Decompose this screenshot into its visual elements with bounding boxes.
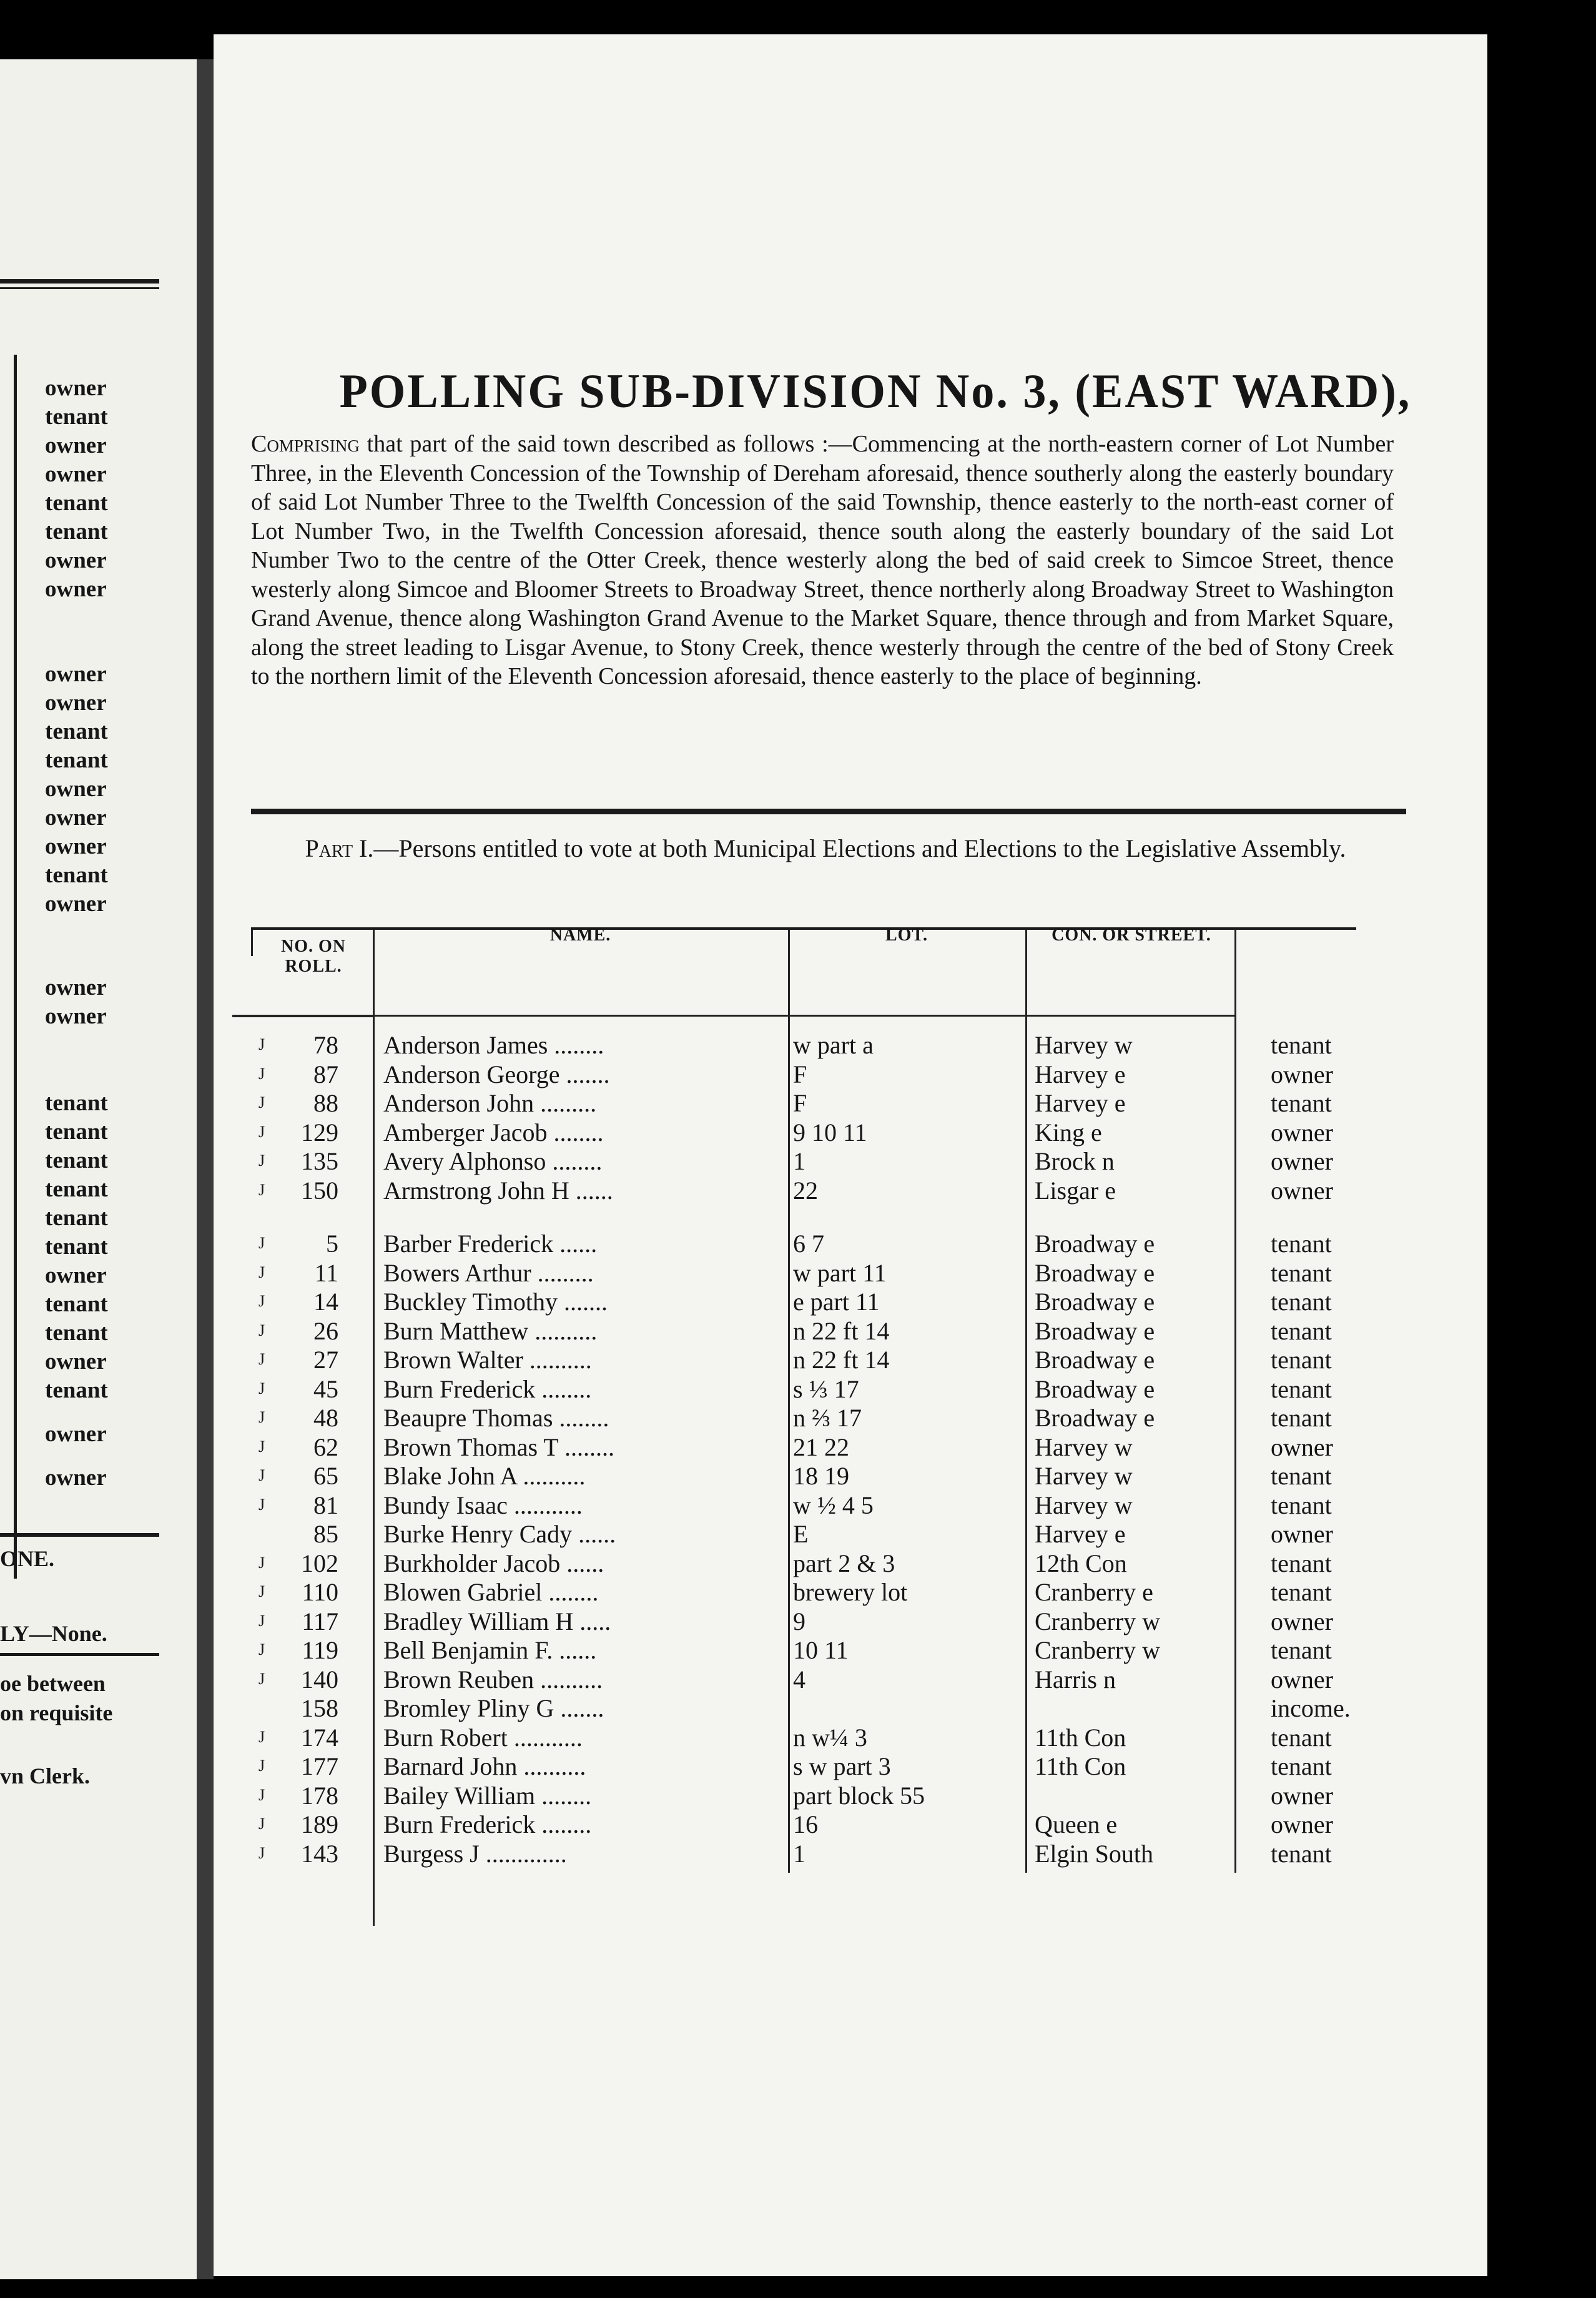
con-street-cell: Broadway e: [1035, 1404, 1155, 1432]
table-row: [214, 1229, 1487, 1258]
table-row: [214, 1118, 1487, 1147]
con-street-cell: Broadway e: [1035, 1346, 1155, 1374]
status-cell: owner: [1271, 1665, 1333, 1694]
lot-cell: 1: [793, 1839, 805, 1868]
roll-marker: J: [259, 1466, 265, 1484]
voter-name: Bell Benjamin F. ......: [383, 1636, 597, 1664]
voter-name: Brown Thomas T ........: [383, 1433, 615, 1461]
left-rule-none: [0, 1653, 159, 1656]
lot-cell: F: [793, 1060, 807, 1088]
con-street-cell: Queen e: [1035, 1810, 1118, 1838]
left-status-word: tenant: [45, 1090, 108, 1116]
table-row: [214, 1491, 1487, 1519]
header-name: NAME.: [549, 925, 611, 945]
status-cell: tenant: [1271, 1089, 1332, 1117]
lot-cell: n w¼ 3: [793, 1723, 867, 1752]
lot-cell: 1: [793, 1147, 805, 1175]
status-cell: owner: [1271, 1520, 1333, 1548]
lot-cell: E: [793, 1520, 809, 1548]
table-row: [214, 1345, 1487, 1374]
lot-cell: w part 11: [793, 1258, 887, 1287]
voter-name: Burgess J .............: [383, 1839, 567, 1868]
table-row: [214, 1665, 1487, 1694]
table-row: [214, 1752, 1487, 1780]
lot-cell: 9 10 11: [793, 1118, 867, 1147]
roll-number: 85: [313, 1520, 338, 1548]
status-cell: tenant: [1271, 1374, 1332, 1403]
left-status-word: tenant: [45, 719, 108, 744]
roll-marker: J: [259, 1553, 265, 1572]
left-fragment: vn Clerk.: [0, 1763, 90, 1788]
status-cell: owner: [1271, 1433, 1333, 1461]
voter-name: Barber Frederick ......: [383, 1230, 598, 1258]
voter-name: Anderson James ........: [383, 1031, 604, 1059]
table-row: [214, 1810, 1487, 1838]
lot-cell: n ⅔ 17: [793, 1404, 862, 1432]
lot-cell: n 22 ft 14: [793, 1346, 890, 1374]
table-row: [214, 1316, 1487, 1345]
boundary-description: [251, 430, 1394, 691]
status-cell: tenant: [1271, 1258, 1332, 1287]
con-street-cell: Lisgar e: [1035, 1176, 1116, 1205]
left-status-word: tenant: [45, 519, 108, 545]
roll-number: 189: [301, 1810, 338, 1838]
roll-number: 11: [314, 1258, 338, 1287]
roll-marker: J: [259, 1035, 265, 1053]
status-cell: tenant: [1271, 1404, 1332, 1432]
table-row: [214, 1781, 1487, 1810]
con-street-cell: Harvey w: [1035, 1433, 1133, 1461]
lot-cell: 10 11: [793, 1636, 849, 1664]
lot-cell: 4: [793, 1665, 805, 1694]
con-street-cell: Broadway e: [1035, 1316, 1155, 1345]
roll-number: 27: [313, 1346, 338, 1374]
status-cell: owner: [1271, 1147, 1333, 1175]
lot-cell: F: [793, 1089, 807, 1117]
roll-number: 150: [301, 1176, 338, 1205]
status-cell: tenant: [1271, 1462, 1332, 1490]
status-cell: owner: [1271, 1781, 1333, 1810]
lot-cell: 16: [793, 1810, 818, 1838]
roll-marker: J: [259, 1234, 265, 1252]
con-street-cell: Harvey w: [1035, 1491, 1133, 1519]
con-street-cell: Harvey w: [1035, 1031, 1133, 1059]
left-status-word: owner: [45, 834, 107, 859]
left-fragment: oe between: [0, 1671, 106, 1696]
table-row: [214, 1519, 1487, 1548]
roll-marker: J: [259, 1495, 265, 1514]
table-row: [214, 1176, 1487, 1205]
con-street-cell: 11th Con: [1035, 1752, 1126, 1780]
voter-name: Burn Frederick ........: [383, 1810, 592, 1838]
con-street-cell: Harris n: [1035, 1665, 1116, 1694]
voter-name: Anderson George .......: [383, 1060, 610, 1088]
con-street-cell: King e: [1035, 1118, 1102, 1147]
roll-number: 65: [313, 1462, 338, 1490]
left-status-word: owner: [45, 576, 107, 602]
status-cell: owner: [1271, 1810, 1333, 1838]
roll-number: 102: [301, 1549, 338, 1577]
left-status-word: owner: [45, 1465, 107, 1491]
con-street-cell: Elgin South: [1035, 1839, 1154, 1868]
table-row: [214, 1088, 1487, 1117]
section-rule: [251, 809, 1406, 814]
roll-marker: J: [259, 1815, 265, 1833]
left-status-word: owner: [45, 461, 107, 487]
status-cell: tenant: [1271, 1752, 1332, 1780]
status-cell: income.: [1271, 1694, 1351, 1722]
left-rule-top: [0, 279, 159, 284]
left-status-word: owner: [45, 1263, 107, 1288]
roll-marker: J: [259, 1064, 265, 1083]
left-status-word: owner: [45, 548, 107, 573]
lot-cell: s w part 3: [793, 1752, 891, 1780]
roll-marker: J: [259, 1350, 265, 1368]
roll-marker: J: [259, 1640, 265, 1659]
voter-name: Brown Walter ..........: [383, 1346, 592, 1374]
page-title: POLLING SUB-DIVISION No. 3, (EAST WARD),: [339, 364, 1412, 419]
roll-marker: J: [259, 1379, 265, 1398]
voter-name: Burn Matthew ..........: [383, 1316, 598, 1345]
left-column-line: [14, 355, 17, 1579]
left-fragment: on requisite: [0, 1700, 113, 1725]
voter-name: Avery Alphonso ........: [383, 1147, 603, 1175]
lot-cell: brewery lot: [793, 1578, 908, 1606]
roll-number: 119: [302, 1636, 338, 1664]
lot-cell: w part a: [793, 1031, 874, 1059]
table-row: [214, 1147, 1487, 1175]
left-status-word: owner: [45, 375, 107, 401]
left-status-word: owner: [45, 690, 107, 716]
voter-name: Bradley William H .....: [383, 1607, 611, 1635]
header-underline: [373, 1015, 1234, 1017]
status-cell: tenant: [1271, 1549, 1332, 1577]
roll-number: 129: [301, 1118, 338, 1147]
roll-marker: J: [259, 1292, 265, 1310]
voter-name: Burke Henry Cady ......: [383, 1520, 616, 1548]
voter-name: Anderson John .........: [383, 1089, 597, 1117]
left-status-word: owner: [45, 975, 107, 1000]
left-status-word: tenant: [45, 1176, 108, 1202]
roll-marker: J: [259, 1437, 265, 1456]
voter-name: Blake John A ..........: [383, 1462, 586, 1490]
left-fragment: LY—None.: [0, 1621, 107, 1646]
status-cell: tenant: [1271, 1230, 1332, 1258]
left-rule-top-thin: [0, 287, 159, 289]
voter-name: Armstrong John H ......: [383, 1176, 613, 1205]
table-row: [214, 1723, 1487, 1752]
status-cell: tenant: [1271, 1636, 1332, 1664]
status-cell: tenant: [1271, 1316, 1332, 1345]
voter-name: Amberger Jacob ........: [383, 1118, 604, 1147]
table-row: [214, 1433, 1487, 1461]
status-cell: tenant: [1271, 1578, 1332, 1606]
left-status-word: owner: [45, 776, 107, 802]
con-street-cell: Brock n: [1035, 1147, 1115, 1175]
roll-marker: J: [259, 1785, 265, 1804]
roll-number: 45: [313, 1374, 338, 1403]
roll-number: 177: [301, 1752, 338, 1780]
left-status-word: tenant: [45, 862, 108, 888]
lot-cell: n 22 ft 14: [793, 1316, 890, 1345]
left-status-word: tenant: [45, 404, 108, 430]
voter-name: Barnard John ..........: [383, 1752, 586, 1780]
lot-cell: part 2 & 3: [793, 1549, 895, 1577]
table-row: [214, 1549, 1487, 1577]
roll-marker: J: [259, 1122, 265, 1141]
roll-marker: J: [259, 1408, 265, 1426]
left-status-word: tenant: [45, 1291, 108, 1317]
roll-number: 117: [302, 1607, 338, 1635]
left-status-word: owner: [45, 661, 107, 687]
left-rule-bottom: [0, 1533, 159, 1537]
table-row: [214, 1461, 1487, 1490]
voter-name: Beaupre Thomas ........: [383, 1404, 609, 1432]
con-street-cell: Harvey e: [1035, 1089, 1126, 1117]
status-cell: tenant: [1271, 1491, 1332, 1519]
roll-number: 81: [313, 1491, 338, 1519]
left-status-word: owner: [45, 1004, 107, 1029]
voter-name: Bundy Isaac ...........: [383, 1491, 583, 1519]
roll-marker: J: [259, 1757, 265, 1775]
left-status-word: tenant: [45, 747, 108, 773]
left-status-word: tenant: [45, 1205, 108, 1231]
left-status-word: owner: [45, 891, 107, 917]
voter-name: Bailey William ........: [383, 1781, 592, 1810]
lot-cell: 21 22: [793, 1433, 849, 1461]
left-status-word: tenant: [45, 1148, 108, 1173]
con-street-cell: Cranberry w: [1035, 1636, 1161, 1664]
roll-marker: J: [259, 1321, 265, 1339]
voter-name: Bromley Pliny G .......: [383, 1694, 604, 1722]
lot-cell: 9: [793, 1607, 805, 1635]
left-status-word: owner: [45, 1421, 107, 1447]
right-page: [214, 34, 1487, 2276]
roll-number: 140: [301, 1665, 338, 1694]
roll-number: 87: [313, 1060, 338, 1088]
table-row: [214, 1577, 1487, 1606]
voter-name: Bowers Arthur .........: [383, 1258, 594, 1287]
part-heading: [257, 834, 1394, 864]
table-row: [214, 1060, 1487, 1088]
left-status-word: owner: [45, 1349, 107, 1374]
roll-number: 14: [313, 1288, 338, 1316]
con-street-cell: Cranberry w: [1035, 1607, 1161, 1635]
roll-marker: J: [259, 1582, 265, 1600]
lot-cell: 22: [793, 1176, 818, 1205]
roll-number: 88: [313, 1089, 338, 1117]
roll-number: 5: [326, 1230, 338, 1258]
left-status-word: tenant: [45, 1320, 108, 1346]
table-row: [214, 1258, 1487, 1287]
con-street-cell: Harvey e: [1035, 1520, 1126, 1548]
description-body: that part of the said town described as follows :—Commencing at the north-eastern corner of Lot Number Three, in the Eleventh Concession of the Township of Dereham aforesaid, thence southerly along the easterly boundary of said Lot Number Three to the Twelfth Concession of the said Township, thence easterly to the north-east corner of Lot Number Two, in the Twelfth Concession aforesaid, thence south along the easterly boundary of the said Lot Number Two to the centre of the Otter Creek, thence westerly along the bed of said creek to Simcoe Street, thence westerly along Simcoe and Bloomer Streets to Broadway Street, thence northerly along Broadway Street to Washington Grand Avenue, thence along Washington Grand Avenue to the Market Square, thence through and from Market Square, along the street leading to Lisgar Avenue, to Stony Creek, thence westerly through the centre of the bed of Stony Creek to the northern limit of the Eleventh Concession aforesaid, thence easterly to the place of beginning.: [251, 431, 1394, 689]
part-label: Part I.: [305, 834, 374, 862]
status-cell: owner: [1271, 1118, 1333, 1147]
roll-number: 158: [301, 1694, 338, 1722]
roll-marker: J: [259, 1093, 265, 1112]
roll-marker: J: [259, 1843, 265, 1862]
roll-number: 110: [302, 1578, 338, 1606]
con-street-cell: Harvey w: [1035, 1462, 1133, 1490]
left-status-word: tenant: [45, 1378, 108, 1403]
con-street-cell: Harvey e: [1035, 1060, 1126, 1088]
status-cell: owner: [1271, 1060, 1333, 1088]
lot-cell: w ½ 4 5: [793, 1491, 874, 1519]
lot-cell: e part 11: [793, 1288, 880, 1316]
voter-name: Burn Robert ...........: [383, 1723, 583, 1752]
book-spine: [197, 59, 214, 2279]
left-status-word: tenant: [45, 1234, 108, 1260]
status-cell: tenant: [1271, 1346, 1332, 1374]
left-status-word: tenant: [45, 1119, 108, 1145]
roll-marker: J: [259, 1263, 265, 1281]
table-row: [214, 1839, 1487, 1868]
status-cell: tenant: [1271, 1288, 1332, 1316]
voter-name: Burn Frederick ........: [383, 1374, 592, 1403]
roll-marker: J: [259, 1611, 265, 1630]
table-row: [214, 1607, 1487, 1635]
header-lot: LOT.: [885, 925, 929, 945]
table-row: [214, 1287, 1487, 1316]
lot-cell: part block 55: [793, 1781, 925, 1810]
con-street-cell: Broadway e: [1035, 1258, 1155, 1287]
table-row: [214, 1030, 1487, 1059]
header-roll: ROLL.: [285, 957, 342, 976]
voter-name: Brown Reuben ..........: [383, 1665, 603, 1694]
roll-marker: J: [259, 1727, 265, 1746]
con-street-cell: 12th Con: [1035, 1549, 1127, 1577]
left-status-word: tenant: [45, 490, 108, 516]
con-street-cell: Cranberry e: [1035, 1578, 1153, 1606]
status-cell: tenant: [1271, 1839, 1332, 1868]
roll-marker: J: [259, 1151, 265, 1170]
status-cell: owner: [1271, 1607, 1333, 1635]
status-cell: tenant: [1271, 1031, 1332, 1059]
table-row: [214, 1403, 1487, 1432]
voter-name: Blowen Gabriel ........: [383, 1578, 599, 1606]
part-text: —Persons entitled to vote at both Municipal Elections and Elections to the Legislative Assembly.: [373, 834, 1346, 862]
status-cell: owner: [1271, 1176, 1333, 1205]
roll-number: 143: [301, 1839, 338, 1868]
table-row: [214, 1374, 1487, 1403]
roll-marker: J: [259, 1669, 265, 1688]
con-street-cell: Broadway e: [1035, 1288, 1155, 1316]
table-row: [214, 1694, 1487, 1722]
header-underline: [232, 1015, 373, 1017]
roll-number: 78: [313, 1031, 338, 1059]
roll-number: 62: [313, 1433, 338, 1461]
status-cell: tenant: [1271, 1723, 1332, 1752]
table-divider: [251, 930, 253, 956]
left-status-word: owner: [45, 805, 107, 831]
left-status-word: owner: [45, 433, 107, 458]
lot-cell: 18 19: [793, 1462, 849, 1490]
roll-marker: J: [259, 1180, 265, 1199]
con-street-cell: 11th Con: [1035, 1723, 1126, 1752]
voter-name: Buckley Timothy .......: [383, 1288, 608, 1316]
left-fragment: ONE.: [0, 1546, 55, 1571]
roll-number: 178: [301, 1781, 338, 1810]
voter-name: Burkholder Jacob ......: [383, 1549, 604, 1577]
roll-number: 135: [301, 1147, 338, 1175]
left-page-fragment: [0, 59, 197, 2279]
lot-cell: 6 7: [793, 1230, 824, 1258]
table-row: [214, 1635, 1487, 1664]
roll-number: 26: [313, 1316, 338, 1345]
header-con: CON. OR STREET.: [1052, 925, 1211, 945]
description-lead: Comprising: [251, 431, 360, 457]
con-street-cell: Broadway e: [1035, 1374, 1155, 1403]
con-street-cell: Broadway e: [1035, 1230, 1155, 1258]
lot-cell: s ⅓ 17: [793, 1374, 859, 1403]
roll-number: 48: [313, 1404, 338, 1432]
header-no: NO. ON: [281, 937, 346, 956]
roll-number: 174: [301, 1723, 338, 1752]
